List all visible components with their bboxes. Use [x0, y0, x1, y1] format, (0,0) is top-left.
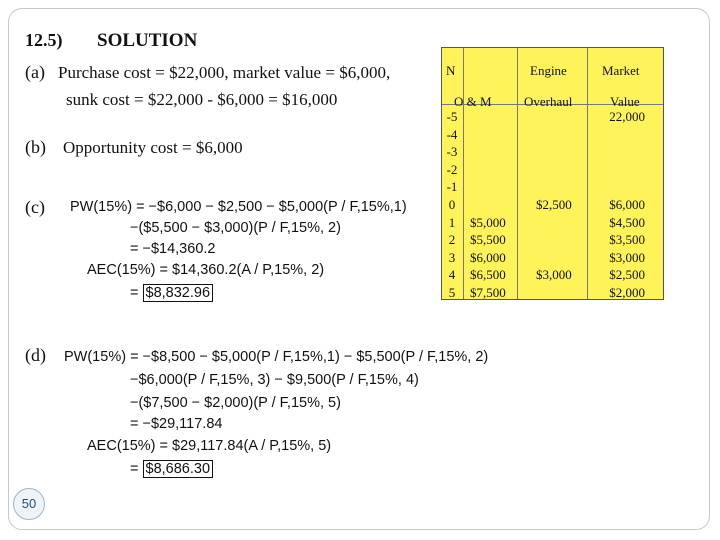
part-c-eq-line: = −$14,360.2	[130, 241, 216, 257]
part-b-label: (b)	[25, 137, 46, 157]
part-d-eq-line: AEC(15%) = $29,117.84(A / P,15%, 5)	[87, 438, 332, 454]
table-cell-n: -1	[446, 179, 458, 195]
part-c-eq-line: AEC(15%) = $14,360.2(A / P,15%, 2)	[87, 262, 325, 278]
table-cell-om: $6,500	[470, 267, 506, 283]
table-cell-n: 4	[448, 267, 456, 283]
table-cell-om: $6,000	[470, 249, 506, 265]
part-c-result: $8,832.96	[143, 284, 214, 302]
table-cell-market: $2,500	[609, 267, 645, 283]
part-d-label: (d)	[25, 345, 46, 365]
table-cell-n: -2	[446, 161, 458, 177]
table-cell-n: 1	[448, 214, 456, 230]
table-cell-om: $5,000	[470, 214, 506, 230]
header-market-top: Market	[602, 63, 640, 78]
header-om: O & M	[454, 94, 492, 109]
table-cell-n: 2	[448, 232, 456, 248]
part-a-label: (a)	[25, 62, 45, 82]
table-cell-n: -4	[446, 126, 458, 142]
part-d-eq-line: −($7,500 − $2,000)(P / F,15%, 5)	[130, 395, 341, 411]
table-cell-market: $6,000	[609, 197, 645, 212]
part-c-eq-line: −($5,500 − $3,000)(P / F,15%, 2)	[130, 220, 341, 236]
table-cell-engine: $2,500	[536, 197, 572, 212]
table-cell-market: 22,000	[609, 109, 645, 124]
part-a-line1: Purchase cost = $22,000, market value = $6,000,	[58, 63, 391, 82]
part-c-eq-line	[130, 285, 213, 301]
part-d-eq-line: −$6,000(P / F,15%, 3) − $9,500(P / F,15%, 4)	[130, 372, 419, 388]
table-cell-om: $5,500	[470, 232, 506, 248]
table-cell-market: $4,500	[609, 214, 645, 230]
part-c-eq-line: PW(15%) = −$6,000 − $2,500 − $5,000(P / F,15%,1)	[70, 199, 407, 215]
table-divider	[587, 48, 588, 299]
table-divider	[517, 48, 518, 299]
part-d-eq-line: = −$29,117.84	[130, 416, 223, 432]
part-d-result: $8,686.30	[143, 460, 214, 478]
equals-sign: =	[130, 461, 139, 477]
table-cell-n: 3	[448, 249, 456, 265]
solution-title: SOLUTION	[97, 30, 198, 51]
table-cell-n: 5	[448, 285, 456, 300]
table-cell-market: $2,000	[609, 285, 645, 300]
table-cell-n: -5	[446, 109, 458, 124]
header-market-bottom: Value	[610, 94, 640, 109]
header-engine-bottom: Overhaul	[524, 94, 573, 109]
header-n: N	[446, 63, 456, 78]
table-cell-engine: $3,000	[536, 267, 572, 283]
cash-flow-table	[441, 47, 664, 300]
header-engine-top: Engine	[530, 63, 567, 78]
table-cell-om: $7,500	[470, 285, 506, 300]
part-b-line1: Opportunity cost = $6,000	[63, 138, 243, 157]
table-cell-market: $3,500	[609, 232, 645, 248]
table-divider	[463, 48, 464, 299]
equals-sign: =	[130, 285, 139, 301]
part-c-label: (c)	[25, 197, 45, 217]
page-number: 50	[13, 488, 45, 520]
table-cell-n: -3	[446, 144, 458, 160]
table-cell-market: $3,000	[609, 249, 645, 265]
table-cell-n: 0	[448, 197, 456, 212]
problem-number: 12.5)	[25, 30, 63, 50]
part-d-eq-line	[130, 461, 213, 477]
part-a-line2: sunk cost = $22,000 - $6,000 = $16,000	[66, 90, 338, 109]
part-d-eq-line: PW(15%) = −$8,500 − $5,000(P / F,15%,1) − $5,500(P / F,15%, 2)	[64, 349, 489, 365]
